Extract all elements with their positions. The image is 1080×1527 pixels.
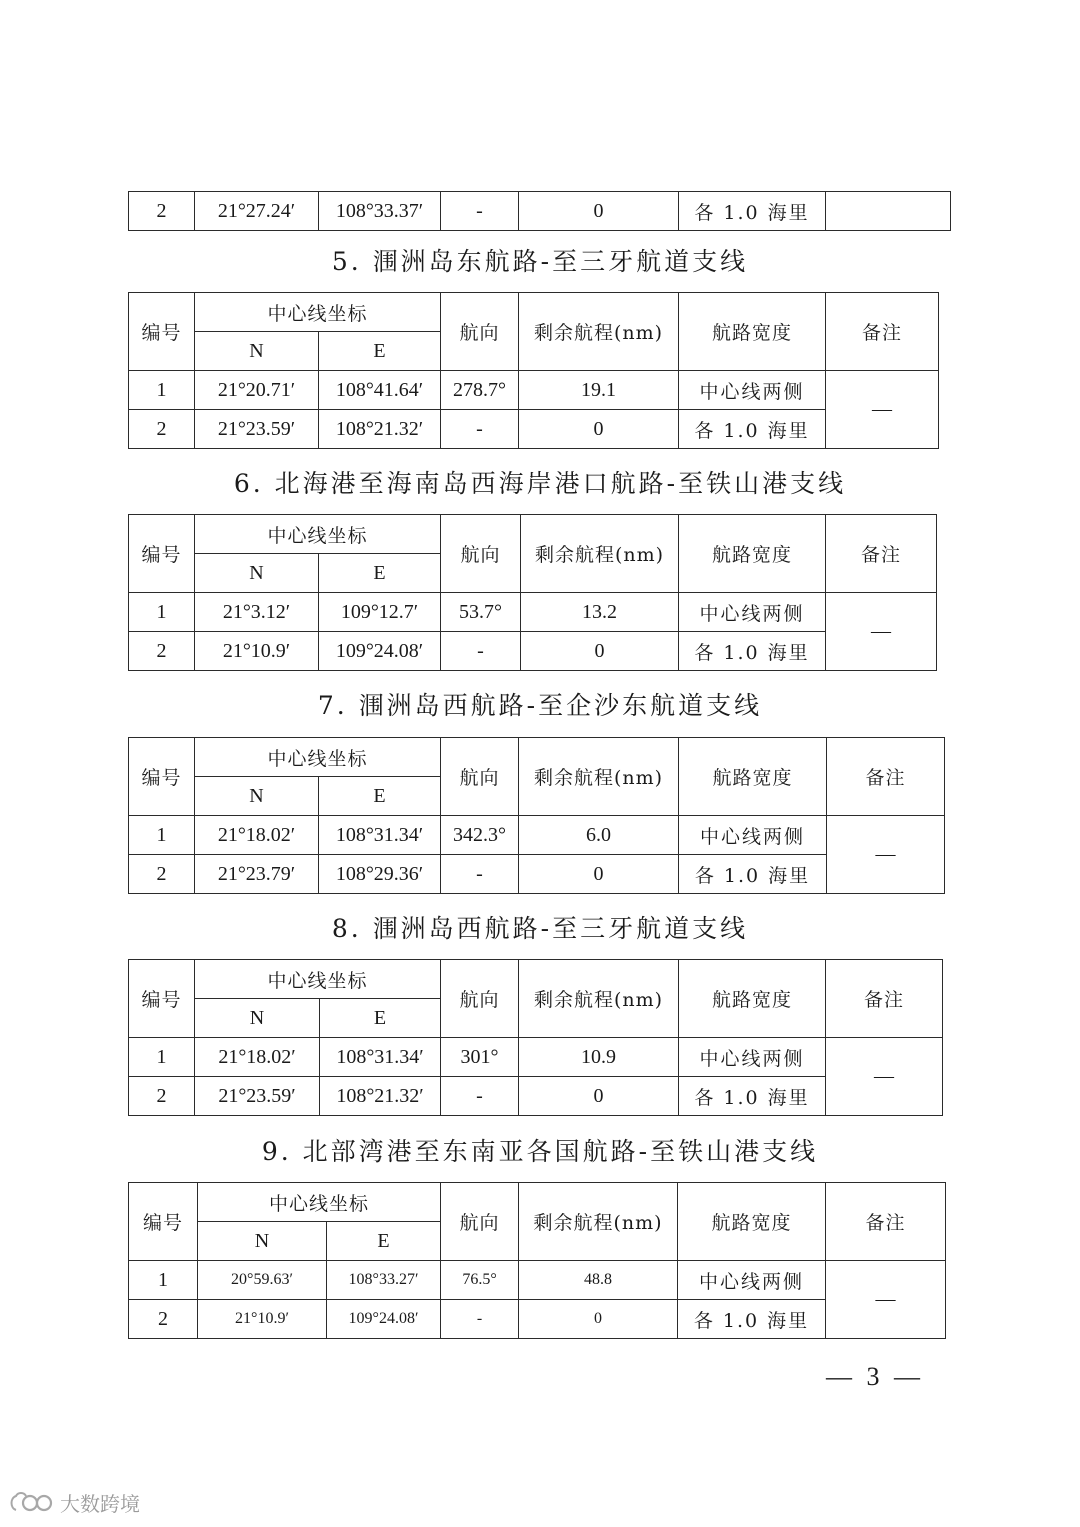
table-row [129,1261,946,1300]
cell-id: 2 [129,192,195,231]
header-width: 航路宽度 [679,515,826,593]
cell-course: - [441,855,519,894]
cell-remark: — [826,1038,943,1116]
header-id: 编号 [129,293,195,371]
watermark-text: 大数跨境 [60,1492,140,1516]
header-n: N [195,554,319,593]
header-width: 航路宽度 [679,960,826,1038]
header-course: 航向 [441,515,521,593]
cell-remark: — [827,816,945,894]
header-e: E [319,777,441,816]
cell-course: 342.3° [441,816,519,855]
cell-id: 1 [129,371,195,410]
header-remark: 备注 [826,293,939,371]
cell-remaining: 0 [519,192,679,231]
cell-e: 108°31.34′ [320,1038,441,1077]
cell-n: 21°20.71′ [195,371,319,410]
cell-remaining: 0 [519,855,679,894]
header-remaining: 剩余航程(nm) [519,293,679,371]
cell-course: - [441,1300,519,1339]
section-title: 7. 涠洲岛西航路-至企沙东航道支线 [317,691,763,720]
cell-width: 中心线两侧 [678,1261,826,1300]
header-row [129,960,943,999]
header-course: 航向 [441,738,519,816]
table-row [129,632,937,671]
section-title: 5. 涠洲岛东航路-至三牙航道支线 [331,247,749,276]
cell-width: 各 1.0 海里 [679,410,826,449]
header-n: N [195,999,320,1038]
cell-id: 1 [129,1261,198,1300]
cell-id: 1 [129,816,195,855]
watermark-logo-icon [8,1490,54,1516]
cell-id: 1 [129,593,195,632]
header-row [129,738,945,777]
watermark [8,1488,140,1517]
header-remaining: 剩余航程(nm) [521,515,679,593]
header-id: 编号 [129,960,195,1038]
header-center: 中心线坐标 [198,1183,441,1222]
cell-n: 21°18.02′ [195,1038,320,1077]
cell-n: 21°23.79′ [195,855,319,894]
cell-remark [826,192,951,231]
table-row [129,816,945,855]
table-row [129,855,945,894]
continuation-table [128,191,951,231]
header-row [129,293,939,332]
header-remaining: 剩余航程(nm) [519,1183,678,1261]
cell-width: 各 1.0 海里 [679,855,827,894]
table-row [129,371,939,410]
cell-e: 108°21.32′ [320,1077,441,1116]
header-row [129,515,937,554]
cell-e: 108°31.34′ [319,816,441,855]
cell-remaining: 13.2 [521,593,679,632]
cell-remaining: 6.0 [519,816,679,855]
header-center: 中心线坐标 [195,293,441,332]
cell-width: 中心线两侧 [679,1038,826,1077]
cell-id: 2 [129,855,195,894]
cell-e: 108°33.37′ [319,192,441,231]
header-n: N [198,1222,327,1261]
header-course: 航向 [441,960,519,1038]
cell-e: 109°24.08′ [327,1300,441,1339]
cell-remaining: 0 [519,1077,679,1116]
cell-e: 109°12.7′ [319,593,441,632]
cell-remaining: 0 [521,632,679,671]
cell-e: 108°21.32′ [319,410,441,449]
header-course: 航向 [441,293,519,371]
header-remaining: 剩余航程(nm) [519,960,679,1038]
header-course: 航向 [441,1183,519,1261]
cell-course: - [441,1077,519,1116]
header-e: E [320,999,441,1038]
cell-id: 1 [129,1038,195,1077]
route-table [128,959,943,1116]
cell-remaining: 19.1 [519,371,679,410]
cell-width: 各 1.0 海里 [679,192,826,231]
cell-n: 21°23.59′ [195,1077,320,1116]
header-remaining: 剩余航程(nm) [519,738,679,816]
header-e: E [327,1222,441,1261]
header-width: 航路宽度 [679,738,827,816]
cell-course: 278.7° [441,371,519,410]
cell-n: 21°10.9′ [195,632,319,671]
cell-width: 各 1.0 海里 [679,632,826,671]
cell-remaining: 0 [519,410,679,449]
cell-width: 各 1.0 海里 [678,1300,826,1339]
header-remark: 备注 [827,738,945,816]
header-center: 中心线坐标 [195,738,441,777]
cell-course: - [441,410,519,449]
page-number: — 3 — [826,1362,924,1391]
section-title: 8. 涠洲岛西航路-至三牙航道支线 [331,914,749,943]
cell-remark: — [826,371,939,449]
header-e: E [319,554,441,593]
table-row [129,593,937,632]
header-center: 中心线坐标 [195,515,441,554]
header-id: 编号 [129,738,195,816]
table-row [129,410,939,449]
cell-remark: — [826,593,937,671]
section-title: 9. 北部湾港至东南亚各国航路-至铁山港支线 [261,1137,819,1166]
cell-width: 中心线两侧 [679,593,826,632]
cell-remaining: 48.8 [519,1261,678,1300]
cell-n: 20°59.63′ [198,1261,327,1300]
cell-width: 中心线两侧 [679,816,827,855]
cell-id: 2 [129,632,195,671]
cell-e: 108°29.36′ [319,855,441,894]
table-row [129,1077,943,1116]
cell-id: 2 [129,410,195,449]
cell-remark: — [826,1261,946,1339]
cell-course: - [441,192,519,231]
header-n: N [195,777,319,816]
table-row [129,1038,943,1077]
cell-n: 21°10.9′ [198,1300,327,1339]
cell-n: 21°27.24′ [195,192,319,231]
route-table [128,1182,946,1339]
header-remark: 备注 [826,515,937,593]
cell-n: 21°23.59′ [195,410,319,449]
header-id: 编号 [129,515,195,593]
header-row [129,1183,946,1222]
header-id: 编号 [129,1183,198,1261]
cell-remaining: 10.9 [519,1038,679,1077]
cell-e: 108°41.64′ [319,371,441,410]
header-width: 航路宽度 [678,1183,826,1261]
header-width: 航路宽度 [679,293,826,371]
cell-id: 2 [129,1300,198,1339]
cell-e: 109°24.08′ [319,632,441,671]
cell-width: 中心线两侧 [679,371,826,410]
cell-n: 21°18.02′ [195,816,319,855]
cell-remaining: 0 [519,1300,678,1339]
cell-course: 76.5° [441,1261,519,1300]
route-table [128,737,945,894]
header-center: 中心线坐标 [195,960,441,999]
table-row [129,1300,946,1339]
cell-course: 301° [441,1038,519,1077]
section-title: 6. 北海港至海南岛西海岸港口航路-至铁山港支线 [233,469,847,498]
route-table [128,292,939,449]
cell-course: 53.7° [441,593,521,632]
header-e: E [319,332,441,371]
header-n: N [195,332,319,371]
cell-n: 21°3.12′ [195,593,319,632]
cell-width: 各 1.0 海里 [679,1077,826,1116]
route-table [128,514,937,671]
cell-course: - [441,632,521,671]
cell-id: 2 [129,1077,195,1116]
header-remark: 备注 [826,960,943,1038]
cell-e: 108°33.27′ [327,1261,441,1300]
table-row [129,192,951,231]
header-remark: 备注 [826,1183,946,1261]
